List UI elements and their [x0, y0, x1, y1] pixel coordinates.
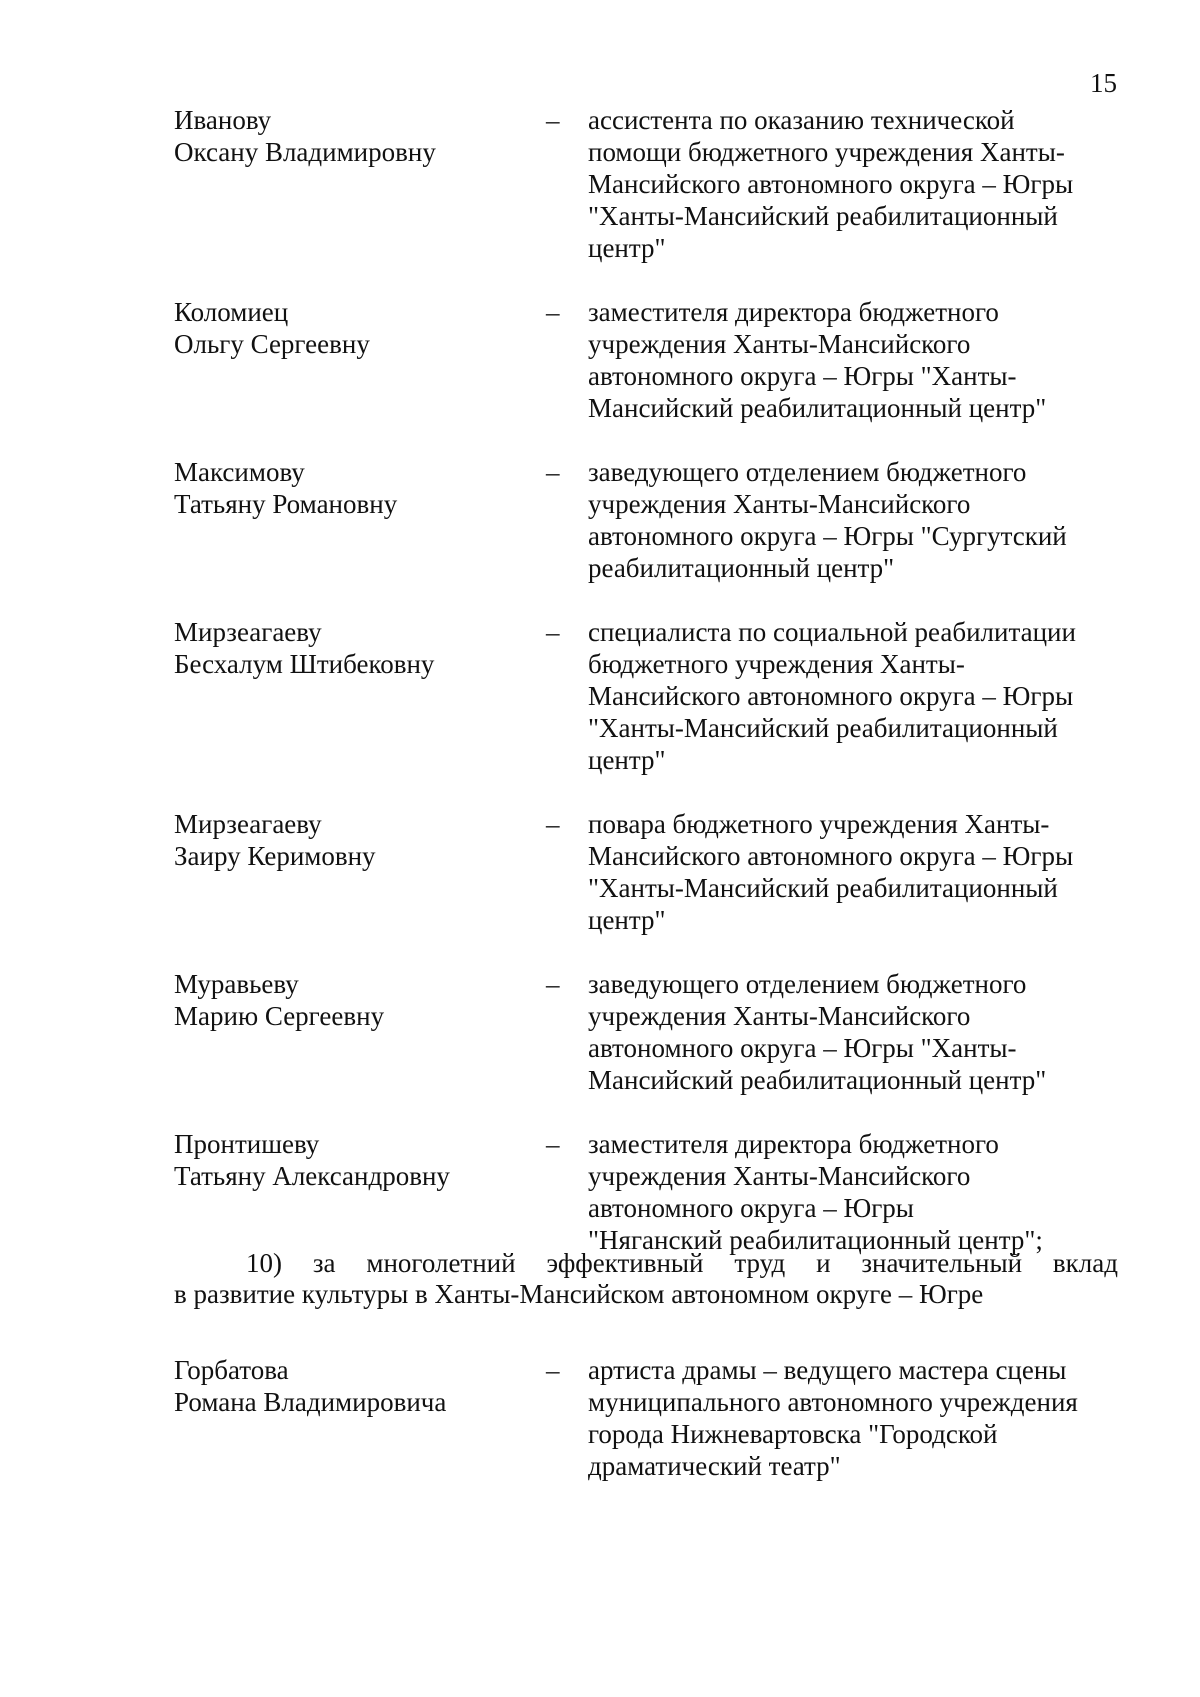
person-name: Пронтишеву Татьяну Александровну — [174, 1129, 450, 1191]
section-heading-line: 10) за многолетний эффективный труд и значительный вклад — [246, 1248, 1118, 1278]
person-name: Горбатова Романа Владимировича — [174, 1355, 447, 1417]
entry-dash: – — [546, 617, 560, 647]
entry-dash: – — [546, 297, 560, 327]
person-position: заведующего отделением бюджетного учреждения Ханты-Мансийского автономного округа – Югры "Сургутский реабилитационный центр" — [588, 457, 1067, 583]
person-position: артиста драмы – ведущего мастера сцены муниципального автономного учреждения города Нижневартовска "Городской драматический театр" — [588, 1355, 1078, 1481]
person-name: Иванову Оксану Владимировну — [174, 105, 436, 167]
person-position: заместителя директора бюджетного учреждения Ханты-Мансийского автономного округа – Югры "Ханты- Мансийский реабилитационный центр" — [588, 297, 1047, 423]
person-name: Мирзеагаеву Бесхалум Штибековну — [174, 617, 435, 679]
person-name: Коломиец Ольгу Сергеевну — [174, 297, 370, 359]
person-position: заместителя директора бюджетного учреждения Ханты-Мансийского автономного округа – Югры "Няганский реабилитационный центр"; — [588, 1129, 1043, 1255]
person-name: Муравьеву Марию Сергеевну — [174, 969, 385, 1031]
entry-dash: – — [546, 457, 560, 487]
entry-dash: – — [546, 969, 560, 999]
person-position: заведующего отделением бюджетного учреждения Ханты-Мансийского автономного округа – Югры "Ханты- Мансийский реабилитационный центр" — [588, 969, 1047, 1095]
entry-dash: – — [546, 1129, 560, 1159]
person-name: Максимову Татьяну Романовну — [174, 457, 398, 519]
entry-dash: – — [546, 809, 560, 839]
entry-dash: – — [546, 105, 560, 135]
person-name: Мирзеагаеву Заиру Керимовну — [174, 809, 376, 871]
page-number: 15 — [1090, 68, 1117, 98]
person-position: специалиста по социальной реабилитации бюджетного учреждения Ханты- Мансийского автономного округа – Югры "Ханты-Мансийский реабилитационный центр" — [588, 617, 1076, 775]
section-paragraph — [174, 1248, 1118, 1310]
person-position: ассистента по оказанию технической помощи бюджетного учреждения Ханты- Мансийского автономного округа – Югры "Ханты-Мансийский реабилитационный центр" — [588, 105, 1074, 263]
section-heading-continuation: в развитие культуры в Ханты-Мансийском автономном округе – Югре — [174, 1279, 984, 1309]
person-position: повара бюджетного учреждения Ханты- Мансийского автономного округа – Югры "Ханты-Мансийский реабилитационный центр" — [588, 809, 1074, 935]
entry-dash: – — [546, 1355, 560, 1385]
